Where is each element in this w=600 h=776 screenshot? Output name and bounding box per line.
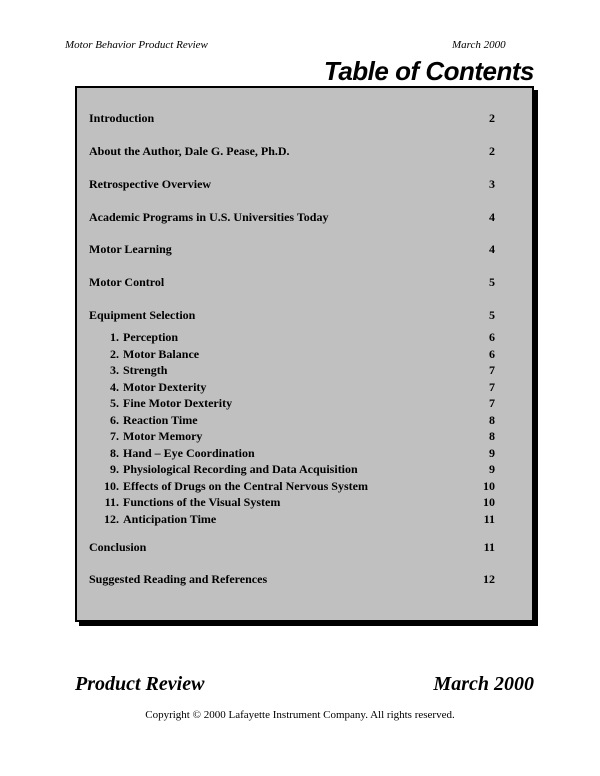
toc-label: Hand – Eye Coordination: [123, 446, 255, 460]
toc-entry-retrospective-overview[interactable]: [89, 177, 495, 191]
toc-label: Suggested Reading and References: [89, 572, 268, 586]
toc-page: 8: [489, 429, 495, 443]
toc-page: 11: [483, 512, 495, 526]
toc-label: Fine Motor Dexterity: [123, 396, 233, 410]
toc-page: 11: [483, 540, 495, 554]
toc-box: [75, 86, 534, 622]
toc-page: 7: [489, 380, 495, 394]
toc-label: Perception: [123, 330, 179, 344]
toc-page: 9: [489, 462, 495, 476]
toc-subentry-motor-balance[interactable]: [89, 347, 495, 361]
toc-page: 9: [489, 446, 495, 460]
toc-subentry-perception[interactable]: [89, 330, 495, 344]
toc-subentry-visual-system[interactable]: [89, 495, 495, 509]
toc-label: Functions of the Visual System: [123, 495, 281, 509]
toc-number: 2.: [110, 347, 119, 361]
toc-page: 4: [489, 210, 495, 224]
toc-page: 2: [489, 111, 495, 125]
toc-label: Motor Memory: [123, 429, 203, 443]
toc-subentry-strength[interactable]: [89, 363, 495, 377]
toc-subentry-motor-dexterity[interactable]: [89, 380, 495, 394]
toc-number: 11.: [104, 495, 119, 509]
toc-entry-equipment-selection[interactable]: [89, 308, 495, 322]
toc-label: Conclusion: [89, 540, 147, 554]
toc-label: Motor Control: [89, 275, 165, 289]
toc-label: Retrospective Overview: [89, 177, 212, 191]
toc-entry-introduction[interactable]: [89, 111, 495, 125]
toc-number: 7.: [110, 429, 119, 443]
toc-number: 12.: [104, 512, 119, 526]
toc-entry-about-author[interactable]: [89, 144, 495, 158]
toc-page: 7: [489, 396, 495, 410]
toc-page: 12: [483, 572, 495, 586]
toc-label: Academic Programs in U.S. Universities Today: [89, 210, 329, 224]
toc-page: 6: [489, 347, 495, 361]
toc-subentry-effects-of-drugs[interactable]: [89, 479, 495, 493]
toc-page: 5: [489, 275, 495, 289]
toc-page: 8: [489, 413, 495, 427]
toc-number: 10.: [104, 479, 119, 493]
running-header-title: Motor Behavior Product Review: [65, 39, 208, 51]
toc-number: 9.: [110, 462, 119, 476]
toc-number: 8.: [110, 446, 119, 460]
toc-number: 4.: [110, 380, 119, 394]
toc-subentry-physiological-recording[interactable]: [89, 462, 495, 476]
toc-label: About the Author, Dale G. Pease, Ph.D.: [89, 144, 290, 158]
toc-number: 5.: [110, 396, 119, 410]
toc-entry-motor-learning[interactable]: [89, 242, 495, 256]
toc-page: 6: [489, 330, 495, 344]
toc-page: 5: [489, 308, 495, 322]
toc-entry-motor-control[interactable]: [89, 275, 495, 289]
toc-number: 6.: [110, 413, 119, 427]
toc-label: Introduction: [89, 111, 155, 125]
toc-page: 3: [489, 177, 495, 191]
toc-label: Motor Dexterity: [123, 380, 207, 394]
toc-label: Anticipation Time: [123, 512, 217, 526]
toc-subentry-motor-memory[interactable]: [89, 429, 495, 443]
toc-label: Reaction Time: [123, 413, 198, 427]
toc-entry-conclusion[interactable]: [89, 540, 495, 554]
toc-label: Motor Learning: [89, 242, 172, 256]
toc-subentry-fine-motor-dexterity[interactable]: [89, 396, 495, 410]
toc-entry-suggested-reading[interactable]: [89, 572, 495, 586]
toc-page: 2: [489, 144, 495, 158]
toc-label: Effects of Drugs on the Central Nervous System: [123, 479, 368, 493]
toc-page: 4: [489, 242, 495, 256]
toc-subentry-reaction-time[interactable]: [89, 413, 495, 427]
footer-product-review: Product Review: [75, 673, 205, 695]
toc-subentry-anticipation-time[interactable]: [89, 512, 495, 526]
toc-page: 10: [483, 479, 495, 493]
toc-number: 3.: [110, 363, 119, 377]
toc-label: Physiological Recording and Data Acquisition: [123, 462, 358, 476]
footer-date: March 2000: [433, 673, 534, 695]
toc-page: 7: [489, 363, 495, 377]
page-title: Table of Contents: [323, 56, 534, 86]
toc-label: Equipment Selection: [89, 308, 196, 322]
toc-entry-academic-programs[interactable]: [89, 210, 495, 224]
toc-page: 10: [483, 495, 495, 509]
toc-label: Strength: [123, 363, 168, 377]
toc-subentry-hand-eye-coordination[interactable]: [89, 446, 495, 460]
toc-label: Motor Balance: [123, 347, 200, 361]
toc-number: 1.: [110, 330, 119, 344]
running-header-date: March 2000: [452, 39, 506, 51]
copyright-notice: Copyright © 2000 Lafayette Instrument Company. All rights reserved.: [145, 709, 455, 721]
